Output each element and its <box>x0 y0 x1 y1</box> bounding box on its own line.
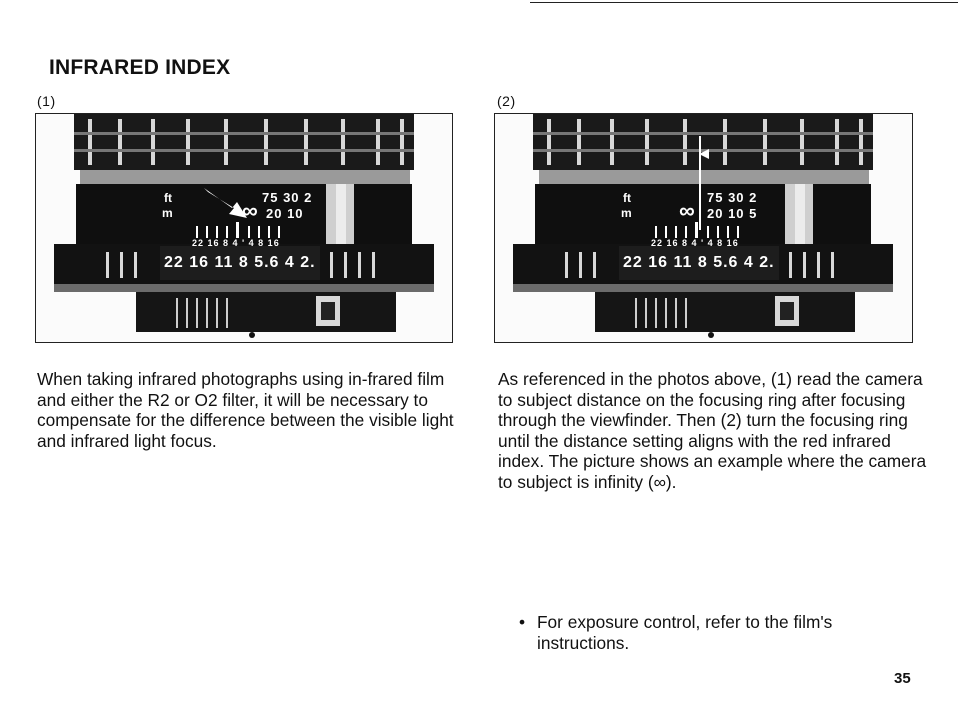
exposure-note-text: For exposure control, refer to the film's instructions. <box>537 612 833 653</box>
page-title: INFRARED INDEX <box>49 56 231 79</box>
bullet-icon: • <box>519 612 526 632</box>
top-rule <box>530 2 958 3</box>
figure-1-label: (1) <box>37 93 56 109</box>
ft-label: ft <box>164 191 172 205</box>
depth-of-field-scale: 22 16 8 4 ' 4 8 16 <box>192 238 280 248</box>
aperture-scale: 22 16 11 8 5.6 4 2. <box>623 254 775 271</box>
depth-of-field-scale: 22 16 8 4 ' 4 8 16 <box>651 238 739 248</box>
figure-2-photo <box>494 113 913 343</box>
lens-illustration <box>36 114 452 342</box>
meters-scale: 20 10 <box>266 206 304 221</box>
feet-scale: 75 30 2 <box>707 190 758 205</box>
infinity-mark: ∞ <box>679 198 695 223</box>
m-label: m <box>162 206 173 220</box>
lens-illustration-aligned <box>495 114 912 342</box>
page-number: 35 <box>894 670 911 687</box>
instruction-paragraph: As referenced in the photos above, (1) read the camera to subject distance on the focusing ring after focusing through the viewfinder. Then (2) turn the focusing ring until the distance setting aligns with the red infrared index. The picture shows an example where the camera to subject is infinity (∞). <box>498 369 927 492</box>
figure-1-photo <box>35 113 453 343</box>
aperture-scale: 22 16 11 8 5.6 4 2. <box>164 254 316 271</box>
infinity-mark: ∞ <box>242 198 258 223</box>
meters-scale: 20 10 5 <box>707 206 758 221</box>
figure-2-label: (2) <box>497 93 516 109</box>
ft-label: ft <box>623 191 631 205</box>
feet-scale: 75 30 2 <box>262 190 313 205</box>
intro-paragraph: When taking infrared photographs using in-frared film and either the R2 or O2 filter, it will be necessary to compensate for the difference between the visible light and infrared light focus. <box>37 369 454 451</box>
m-label: m <box>621 206 632 220</box>
